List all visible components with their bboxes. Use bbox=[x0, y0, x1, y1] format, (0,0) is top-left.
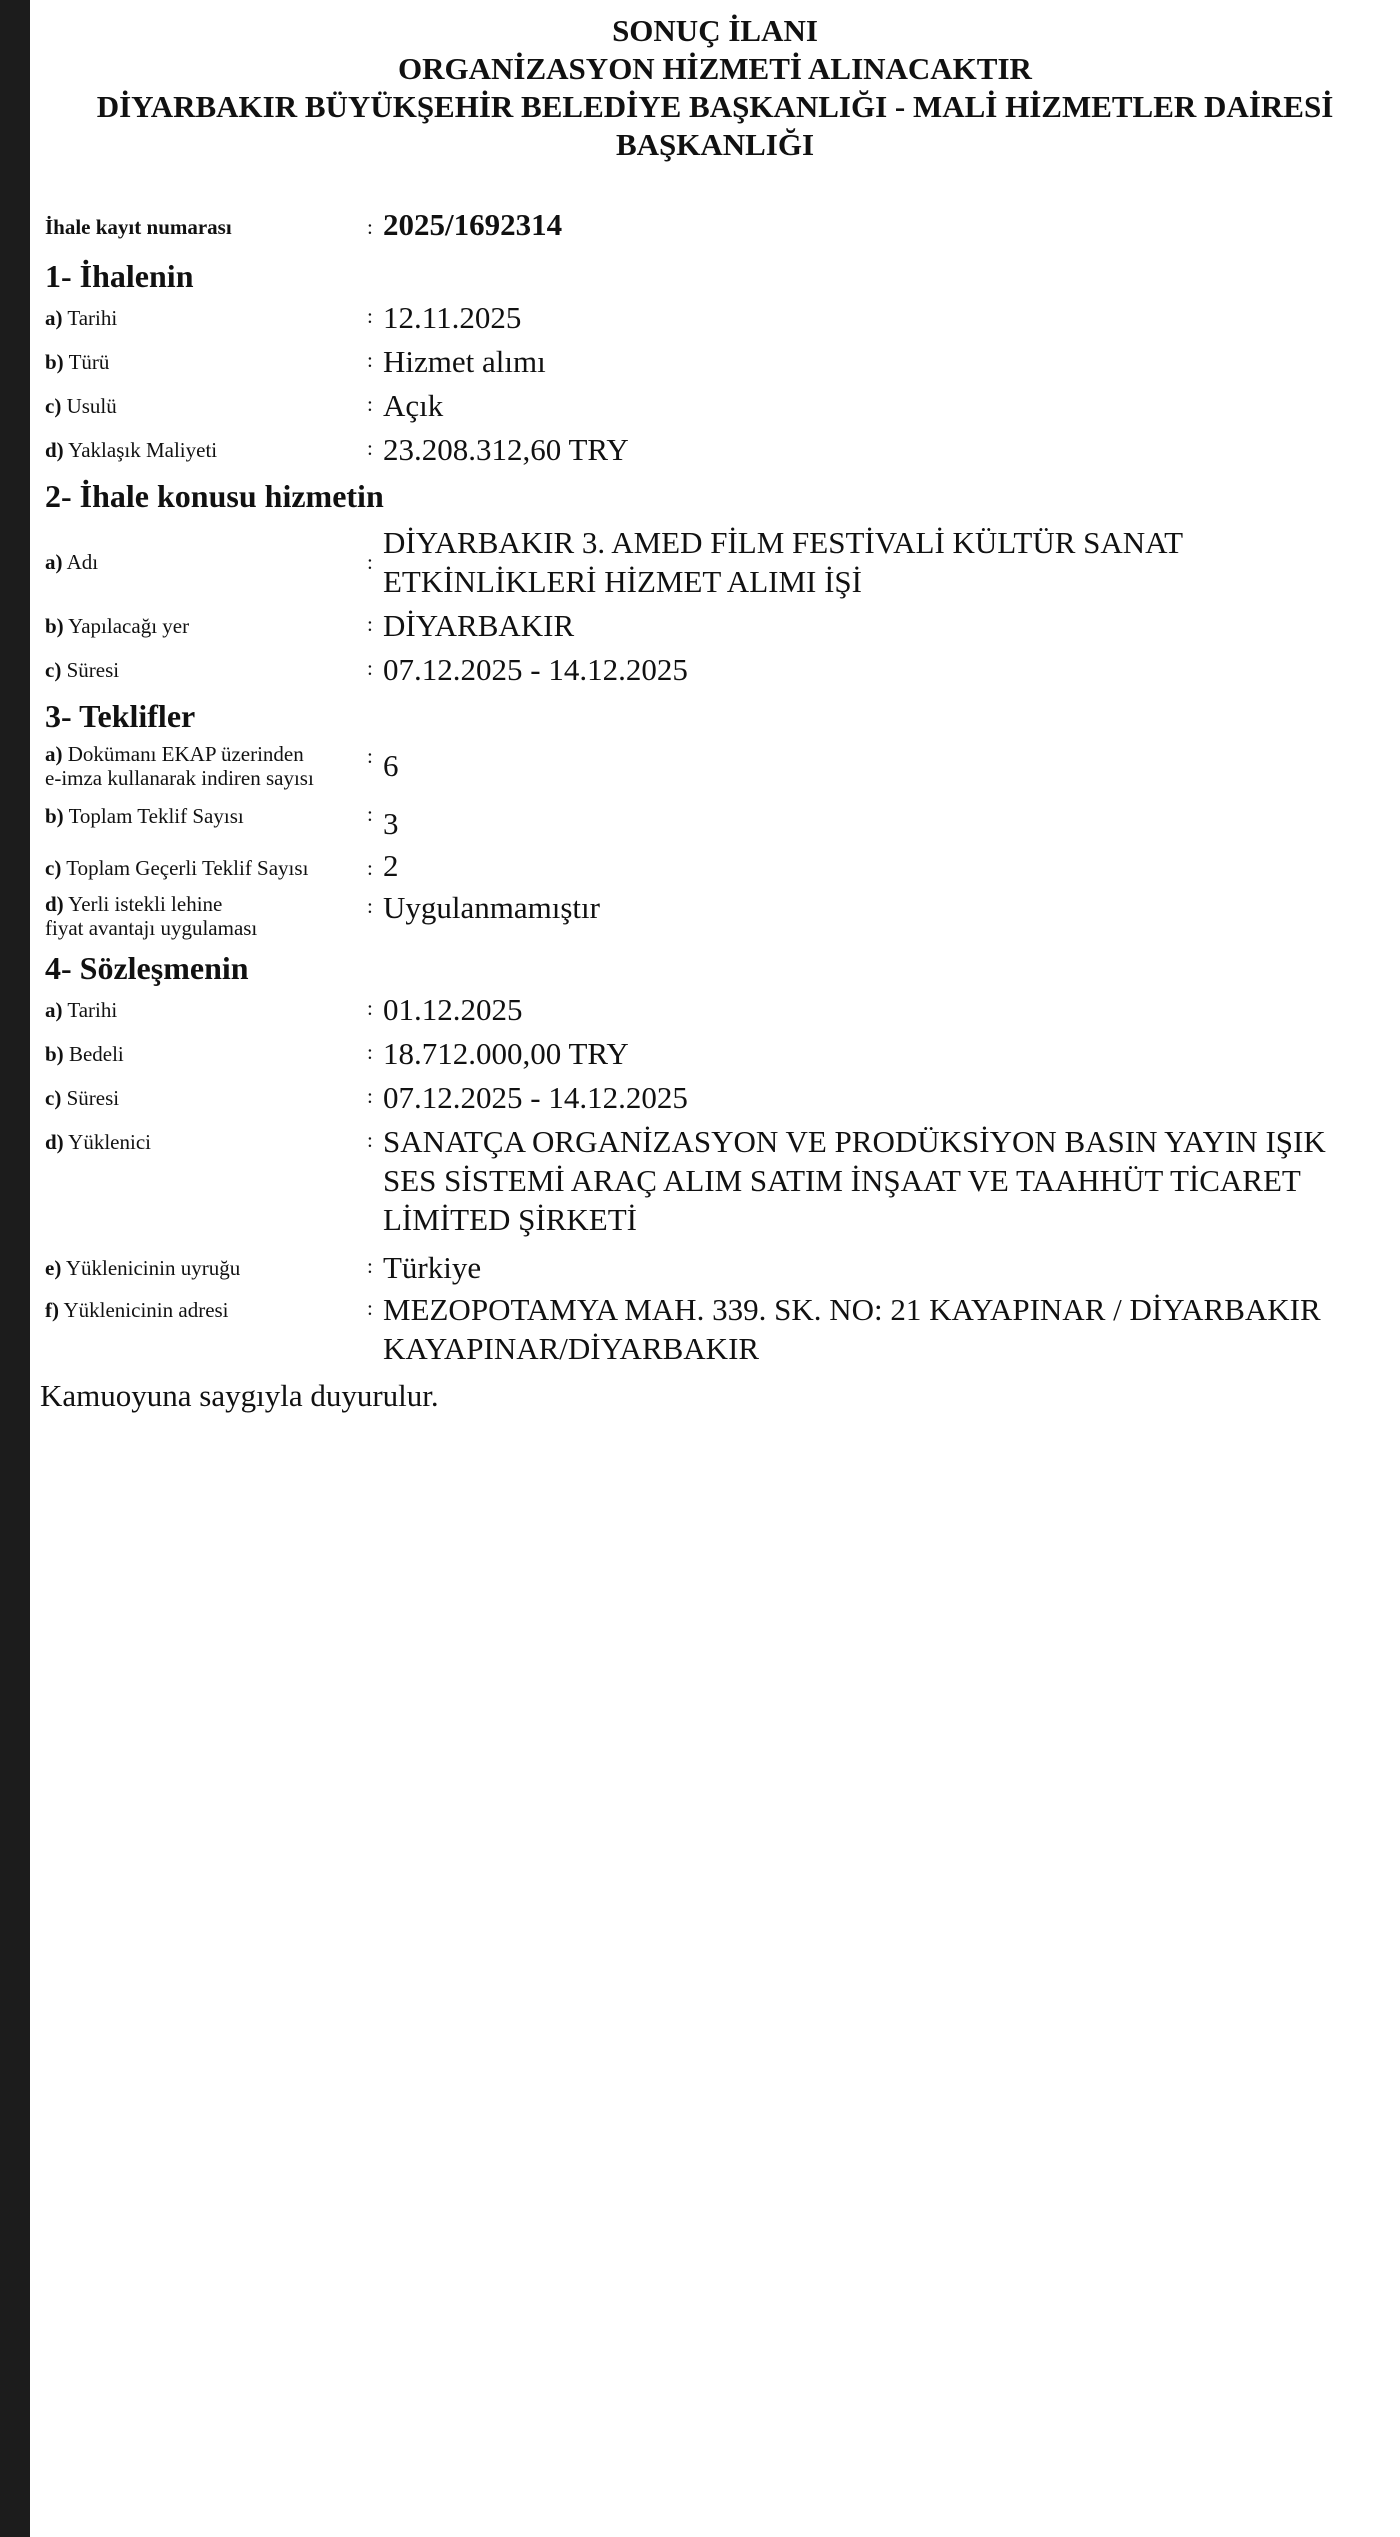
s4-e-row bbox=[45, 1248, 1395, 1290]
colon: : bbox=[367, 348, 373, 372]
field-label: f) Yüklenicinin adresi bbox=[45, 1298, 229, 1322]
fiyat-avantaji-value: Uygulanmamıştır bbox=[383, 890, 600, 925]
s2-a-row bbox=[45, 518, 1395, 606]
document-header bbox=[30, 12, 1400, 164]
header-institution: DİYARBAKIR BÜYÜKŞEHİR BELEDİYE BAŞKANLIĞI - MALİ HİZMETLER DAİRESİ bbox=[96, 89, 1334, 124]
field-label: e) Yüklenicinin uyruğu bbox=[45, 1256, 241, 1280]
section-3-title: 3- Teklifler bbox=[45, 698, 196, 734]
yaklasik-maliyet-value: 23.208.312,60 TRY bbox=[383, 432, 629, 467]
colon: : bbox=[367, 894, 373, 918]
colon: : bbox=[367, 656, 373, 680]
section-4-title: 4- Sözleşmenin bbox=[45, 950, 249, 986]
sozlesme-bedeli-value: 18.712.000,00 TRY bbox=[383, 1036, 629, 1071]
s4-b-row bbox=[45, 1034, 1395, 1078]
colon: : bbox=[367, 612, 373, 636]
s3-d-row bbox=[45, 888, 1395, 946]
field-label: b) Türü bbox=[45, 350, 110, 374]
yuklenici-uyrugu-value: Türkiye bbox=[383, 1250, 482, 1285]
field-label: b) Toplam Teklif Sayısı bbox=[45, 804, 244, 828]
s3-b-row bbox=[45, 796, 1395, 846]
sozlesme-suresi-value: 07.12.2025 - 14.12.2025 bbox=[383, 1080, 688, 1115]
field-label: a) Adı bbox=[45, 550, 99, 574]
header-title: SONUÇ İLANI bbox=[612, 13, 818, 48]
gecerli-teklif-value: 2 bbox=[383, 848, 399, 883]
s3-a-row bbox=[45, 738, 1395, 796]
yuklenici-value: SANATÇA ORGANİZASYON VE PRODÜKSİYON BASIN YAYIN IŞIK SES SİSTEMİ ARAÇ ALIM SATIM İNŞAAT VE TAAHHÜT TİCARET LİMİTED ŞİRKETİ bbox=[383, 1124, 1326, 1237]
field-label: b) Bedeli bbox=[45, 1042, 124, 1066]
yuklenici-adresi-value: MEZOPOTAMYA MAH. 339. SK. NO: 21 KAYAPINAR / DİYARBAKIR KAYAPINAR/DİYARBAKIR bbox=[383, 1292, 1321, 1366]
ihale-tarihi-value: 12.11.2025 bbox=[383, 300, 522, 335]
document-page bbox=[30, 0, 1400, 2537]
field-label: b) Yapılacağı yer bbox=[45, 614, 190, 638]
colon: : bbox=[367, 1084, 373, 1108]
s4-a-row bbox=[45, 990, 1395, 1034]
s4-f-row bbox=[45, 1290, 1395, 1376]
s2-c-row bbox=[45, 650, 1395, 694]
registry-row bbox=[45, 205, 1395, 254]
field-label: d) Yüklenici bbox=[45, 1130, 151, 1154]
field-label: d) Yaklaşık Maliyeti bbox=[45, 438, 218, 462]
colon: : bbox=[367, 1040, 373, 1064]
registry-value: 2025/1692314 bbox=[383, 207, 563, 242]
field-label: a) Dokümanı EKAP üzerinden e-imza kullanarak indiren sayısı bbox=[45, 742, 314, 790]
colon: : bbox=[367, 550, 373, 574]
s1-d-row bbox=[45, 430, 1395, 474]
section-2-title: 2- İhale konusu hizmetin bbox=[45, 478, 384, 514]
field-label: c) Usulü bbox=[45, 394, 117, 418]
s4-d-row bbox=[45, 1122, 1395, 1248]
field-label: a) Tarihi bbox=[45, 998, 118, 1022]
sozlesme-tarihi-value: 01.12.2025 bbox=[383, 992, 523, 1027]
header-institution-cont: BAŞKANLIĞI bbox=[615, 127, 815, 162]
s1-b-row bbox=[45, 342, 1395, 386]
s1-c-row bbox=[45, 386, 1395, 430]
registry-label: İhale kayıt numarası bbox=[45, 215, 232, 239]
field-label: a) Tarihi bbox=[45, 306, 118, 330]
colon: : bbox=[367, 304, 373, 328]
left-edge-bar bbox=[0, 0, 30, 2537]
s1-a-row bbox=[45, 298, 1395, 342]
colon: : bbox=[367, 856, 373, 880]
colon: : bbox=[367, 1128, 373, 1152]
ekap-indiren-value: 6 bbox=[383, 748, 399, 783]
colon: : bbox=[367, 802, 373, 826]
field-label: c) Süresi bbox=[45, 658, 120, 682]
colon: : bbox=[367, 1254, 373, 1278]
closing-statement: Kamuoyuna saygıyla duyurulur. bbox=[40, 1378, 439, 1413]
s3-c-row bbox=[45, 846, 1395, 888]
hizmet-suresi-value: 07.12.2025 - 14.12.2025 bbox=[383, 652, 688, 687]
document-body bbox=[40, 205, 1395, 1416]
yapilacagi-yer-value: DİYARBAKIR bbox=[383, 608, 575, 643]
colon: : bbox=[367, 996, 373, 1020]
colon: : bbox=[367, 215, 373, 239]
ihale-turu-value: Hizmet alımı bbox=[383, 344, 546, 379]
section-1-title: 1- İhalenin bbox=[45, 258, 194, 294]
colon: : bbox=[367, 1296, 373, 1320]
colon: : bbox=[367, 436, 373, 460]
header-subtitle: ORGANİZASYON HİZMETİ ALINACAKTIR bbox=[398, 51, 1032, 86]
s4-c-row bbox=[45, 1078, 1395, 1122]
colon: : bbox=[367, 744, 373, 768]
field-label: c) Süresi bbox=[45, 1086, 120, 1110]
teklif-sayisi-value: 3 bbox=[383, 806, 399, 841]
field-label: d) Yerli istekli lehine fiyat avantajı uygulaması bbox=[45, 892, 258, 940]
s2-b-row bbox=[45, 606, 1395, 650]
hizmet-adi-value: DİYARBAKIR 3. AMED FİLM FESTİVALİ KÜLTÜR SANAT ETKİNLİKLERİ HİZMET ALIMI İŞİ bbox=[383, 525, 1184, 599]
colon: : bbox=[367, 392, 373, 416]
ihale-usulu-value: Açık bbox=[383, 388, 444, 423]
field-label: c) Toplam Geçerli Teklif Sayısı bbox=[45, 856, 309, 880]
